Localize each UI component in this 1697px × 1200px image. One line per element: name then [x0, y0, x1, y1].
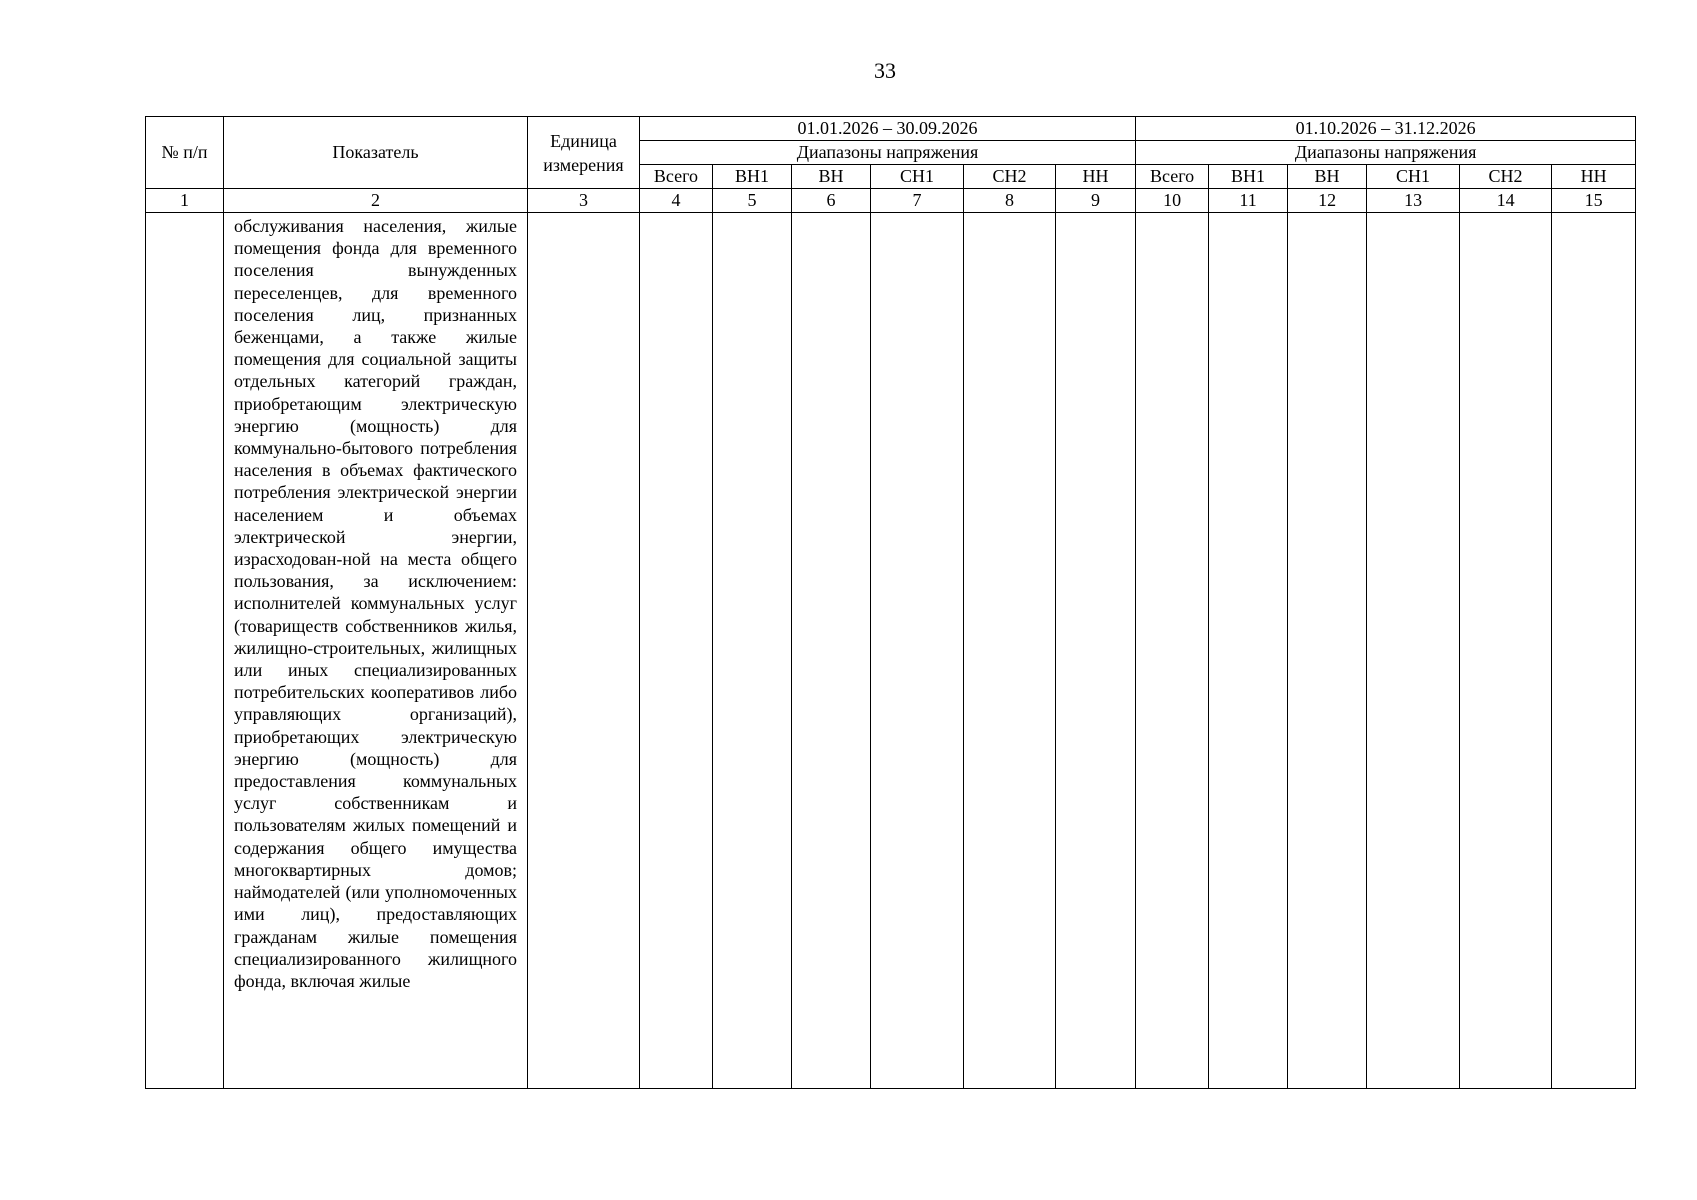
header-ranges-1: Диапазоны напряжения	[640, 141, 1136, 165]
column-number: 2	[224, 189, 528, 213]
column-number: 12	[1288, 189, 1367, 213]
column-number: 6	[792, 189, 871, 213]
cell-value	[1288, 213, 1367, 1089]
cell-unit	[528, 213, 640, 1089]
table-row	[146, 213, 1636, 1089]
subcol-total: Всего	[1136, 165, 1209, 189]
cell-no	[146, 213, 224, 1089]
column-number: 9	[1056, 189, 1136, 213]
page-number: 33	[874, 58, 896, 83]
indicator-text: обслуживания населения, жилые помещения фонда для временного поселения вынужденных переселенцев, для временного поселения лиц, признанных беженцами, а также жилые помещения для социальной защиты отдельных категорий граждан, приобретающим электрическую энергию (мощность) для коммунально-бытового потребления населения в объемах фактического потребления электрической энергии населением и объемах электрической энергии, израсходован-ной на места общего пользования, за исключением: исполнителей коммунальных услуг (товариществ собственников жилья, жилищно-строительных, жилищных или иных специализированных потребительских кооперативов либо управляющих организаций), приобретающих электрическую энергию (мощность) для предоставления коммунальных услуг собственникам и пользователям жилых помещений и содержания общего имущества многоквартирных домов; наймодателей (или уполномоченных ими лиц), предоставляющих гражданам жилые помещения специализированного жилищного фонда, включая жилые	[224, 213, 528, 1089]
cell-value	[1209, 213, 1288, 1089]
subcol-vn: ВН	[792, 165, 871, 189]
column-number: 13	[1367, 189, 1460, 213]
subcol-sn1: СН1	[871, 165, 964, 189]
header-period-1: 01.01.2026 – 30.09.2026	[640, 117, 1136, 141]
column-number: 3	[528, 189, 640, 213]
header-col-no: № п/п	[146, 117, 224, 189]
column-number: 5	[713, 189, 792, 213]
column-number: 15	[1552, 189, 1636, 213]
subcol-nn: НН	[1552, 165, 1636, 189]
column-number: 4	[640, 189, 713, 213]
cell-value	[871, 213, 964, 1089]
header-unit-line2: измерения	[543, 154, 624, 175]
header-ranges-2: Диапазоны напряжения	[1136, 141, 1636, 165]
column-number: 11	[1209, 189, 1288, 213]
cell-value	[1460, 213, 1552, 1089]
cell-value	[792, 213, 871, 1089]
cell-value	[713, 213, 792, 1089]
cell-value	[1552, 213, 1636, 1089]
subcol-nn: НН	[1056, 165, 1136, 189]
subcol-sn2: СН2	[964, 165, 1056, 189]
tariff-table	[145, 116, 1636, 1089]
header-unit-line1: Единица	[550, 130, 617, 151]
subcol-vn1: ВН1	[713, 165, 792, 189]
cell-value	[1367, 213, 1460, 1089]
column-number: 7	[871, 189, 964, 213]
cell-value	[964, 213, 1056, 1089]
column-number: 10	[1136, 189, 1209, 213]
header-period-2: 01.10.2026 – 31.12.2026	[1136, 117, 1636, 141]
subcol-sn1: СН1	[1367, 165, 1460, 189]
column-number: 14	[1460, 189, 1552, 213]
subcol-vn: ВН	[1288, 165, 1367, 189]
cell-value	[1056, 213, 1136, 1089]
cell-value	[1136, 213, 1209, 1089]
subcol-sn2: СН2	[1460, 165, 1552, 189]
subcol-vn1: ВН1	[1209, 165, 1288, 189]
subcol-total: Всего	[640, 165, 713, 189]
column-number: 1	[146, 189, 224, 213]
column-number: 8	[964, 189, 1056, 213]
cell-value	[640, 213, 713, 1089]
header-col-indicator: Показатель	[224, 117, 528, 189]
header-col-unit	[528, 117, 640, 189]
